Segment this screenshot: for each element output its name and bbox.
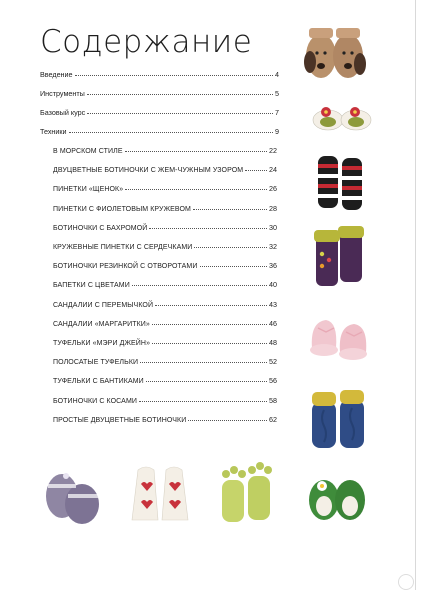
dot-leader	[139, 400, 267, 402]
dot-leader	[193, 208, 267, 210]
toc-entry-label: Инструменты	[40, 89, 85, 98]
stripe	[342, 186, 362, 190]
dot-leader	[140, 361, 267, 363]
toc-entry-label: ТУФЕЛЬКИ «МЭРИ ДЖЕЙН»	[53, 340, 151, 347]
toc-page-number: 58	[269, 395, 277, 405]
shoe-sole	[339, 348, 367, 360]
cable-boots-photo	[308, 388, 368, 454]
shoe-sole	[310, 344, 338, 356]
puppy-cuff-right	[336, 28, 360, 38]
toc-page-number: 62	[269, 414, 277, 424]
slipper-sole	[348, 117, 364, 127]
dot-leader	[75, 74, 273, 76]
toc-row	[53, 357, 277, 366]
puppy-nose	[317, 63, 325, 69]
stripe	[48, 484, 76, 488]
bobble	[256, 462, 264, 470]
striped-bootie-right	[342, 158, 362, 210]
page-edge-line	[415, 0, 416, 590]
toc-row	[53, 396, 277, 405]
puppy-nose	[344, 63, 352, 69]
sandal-inner	[342, 496, 358, 516]
toc-entry-label: Базовый курс	[40, 108, 86, 117]
toc-page-number: 36	[269, 261, 277, 271]
flower-icon	[327, 258, 331, 262]
toc-entry-label: КРУЖЕВНЫЕ ПИНЕТКИ С СЕРДЕЧКАМИ	[53, 244, 193, 251]
flower-center	[324, 110, 328, 114]
toc-entry-label: В МОРСКОМ СТИЛЕ	[53, 148, 123, 155]
dot-leader	[152, 323, 267, 325]
toc-row	[40, 89, 279, 98]
toc-row	[53, 280, 277, 289]
toc-row	[53, 415, 277, 424]
flower-slippers-photo	[310, 96, 376, 136]
daisy-sandals-photo	[304, 470, 370, 526]
toc-page-number: 5	[275, 89, 279, 98]
toc-row	[53, 261, 277, 270]
toc-row	[53, 376, 277, 385]
lilac-booties-photo	[40, 462, 104, 526]
toc-row	[53, 338, 277, 347]
puppy-ear-left	[304, 51, 316, 73]
toc-row	[53, 242, 277, 251]
dot-leader	[132, 284, 267, 286]
dot-leader	[194, 246, 267, 248]
toc-entry-label: САНДАЛИИ «МАРГАРИТКИ»	[53, 320, 150, 328]
purple-boot-right	[340, 232, 362, 282]
dot-leader	[188, 419, 267, 421]
toc-page-number: 40	[269, 280, 277, 290]
stripe	[342, 196, 362, 200]
toc-row	[40, 70, 279, 79]
toc-page-number: 56	[269, 376, 277, 386]
toc-entry-label: ТУФЕЛЬКИ С БАНТИКАМИ	[53, 378, 144, 386]
toc-entry-label: БАПЕТКИ С ЦВЕТАМИ	[53, 282, 130, 290]
toc-entry-label: БОТИНОЧКИ С БАХРОМОЙ	[53, 224, 148, 232]
bow-icon	[63, 473, 69, 479]
toc-page-number: 24	[269, 165, 277, 175]
bobble	[264, 466, 272, 474]
stripe	[342, 176, 362, 180]
fringe-bootie-left	[222, 480, 244, 522]
puppy-cuff-left	[309, 28, 333, 38]
dot-leader	[152, 342, 267, 344]
slipper-sole	[320, 117, 336, 127]
boot-cuff	[338, 226, 364, 238]
toc-entry-label: Техники	[40, 127, 67, 136]
stripe	[68, 494, 98, 498]
pink-shoe-left	[312, 320, 337, 348]
toc-entry-label: ДВУЦВЕТНЫЕ БОТИНОЧКИ С ЖЕМ-ЧУЖНЫМ УЗОРОМ	[53, 167, 244, 175]
dot-leader	[69, 131, 273, 133]
toc-entry-label: Введение	[40, 70, 73, 79]
bobble	[230, 466, 238, 474]
puppy-eye	[350, 51, 353, 54]
fringe-bootie-right	[248, 476, 270, 520]
toc-page-number: 32	[269, 242, 277, 251]
toc-row	[53, 165, 277, 174]
daisy-center	[320, 484, 324, 488]
stripe	[342, 166, 362, 170]
toc-page-number: 43	[269, 299, 277, 309]
boot-cuff	[340, 390, 364, 404]
toc-page-number: 4	[275, 70, 279, 79]
lilac-bootie-right	[65, 484, 99, 524]
dot-leader	[125, 150, 267, 152]
pink-shoe-right	[340, 324, 366, 352]
toc-entry-label: САНДАЛИИ С ПЕРЕМЫЧКОЙ	[53, 301, 154, 309]
toc-entry-label: БОТИНОЧКИ РЕЗИНКОЙ С ОТВОРОТАМИ	[53, 263, 198, 271]
purple-boot-left	[316, 236, 338, 286]
puppy-booties-photo	[302, 20, 368, 82]
toc-entry-label: ПРОСТЫЕ ДВУЦВЕТНЫЕ БОТИНОЧКИ	[53, 416, 187, 424]
boot-cuff	[314, 230, 340, 242]
puppy-eye	[342, 51, 345, 54]
flower-center	[353, 110, 357, 114]
toc-page-number: 28	[269, 203, 277, 213]
puppy-eye	[323, 51, 326, 54]
toc-row	[40, 127, 279, 136]
toc-row	[53, 319, 277, 328]
toc-row	[53, 300, 277, 309]
toc-page-number: 30	[269, 222, 277, 232]
stripe	[318, 174, 338, 178]
toc-entry-label: ПИНЕТКИ С ФИОЛЕТОВЫМ КРУЖЕВОМ	[53, 205, 191, 213]
puppy-ear-right	[354, 53, 366, 75]
page-corner-mark	[398, 574, 414, 590]
dot-leader	[87, 93, 273, 95]
toc-page-number: 7	[275, 108, 279, 117]
dot-leader	[87, 112, 273, 114]
toc-page-number: 9	[275, 127, 279, 136]
toc-page-number: 48	[269, 338, 277, 347]
boot-cuff	[312, 392, 336, 406]
stripe	[318, 184, 338, 188]
toc-entry-label: ПОЛОСАТЫЕ ТУФЕЛЬКИ	[53, 359, 139, 367]
dot-leader	[200, 265, 268, 267]
bobble	[222, 470, 230, 478]
bobble	[248, 466, 256, 474]
pink-shoes-photo	[306, 308, 372, 364]
heart-lace-booties-photo	[124, 458, 196, 526]
striped-bootie-left	[318, 156, 338, 208]
toc-page-number: 46	[269, 318, 277, 328]
dot-leader	[155, 304, 267, 306]
stripe	[318, 194, 338, 198]
toc-page-number: 22	[269, 146, 277, 155]
lace-bootie-left	[132, 467, 158, 520]
toc-row	[53, 184, 277, 193]
page-title: Содержание	[40, 24, 253, 60]
bobble	[238, 470, 246, 478]
dot-leader	[125, 188, 267, 190]
toc-page-number: 52	[269, 357, 277, 367]
puppy-eye	[315, 51, 318, 54]
toc-entry-label: ПИНЕТКИ «ЩЕНОК»	[53, 186, 124, 194]
purple-boots-photo	[312, 224, 368, 290]
dot-leader	[149, 227, 267, 229]
striped-booties-photo	[316, 152, 366, 216]
dot-leader	[245, 169, 267, 171]
flower-icon	[320, 252, 324, 256]
sandal-inner	[316, 496, 332, 516]
flower-icon	[320, 264, 324, 268]
bobble-fringe-booties-photo	[214, 462, 278, 526]
toc-row	[53, 223, 277, 232]
toc-page-number: 26	[269, 184, 277, 194]
toc-entry-label: БОТИНОЧКИ С КОСАМИ	[53, 397, 138, 405]
lace-bootie-right	[162, 467, 188, 520]
toc-row	[40, 108, 279, 117]
toc-row	[53, 204, 277, 213]
toc-row	[53, 146, 277, 155]
dot-leader	[146, 380, 267, 382]
stripe	[318, 164, 338, 168]
